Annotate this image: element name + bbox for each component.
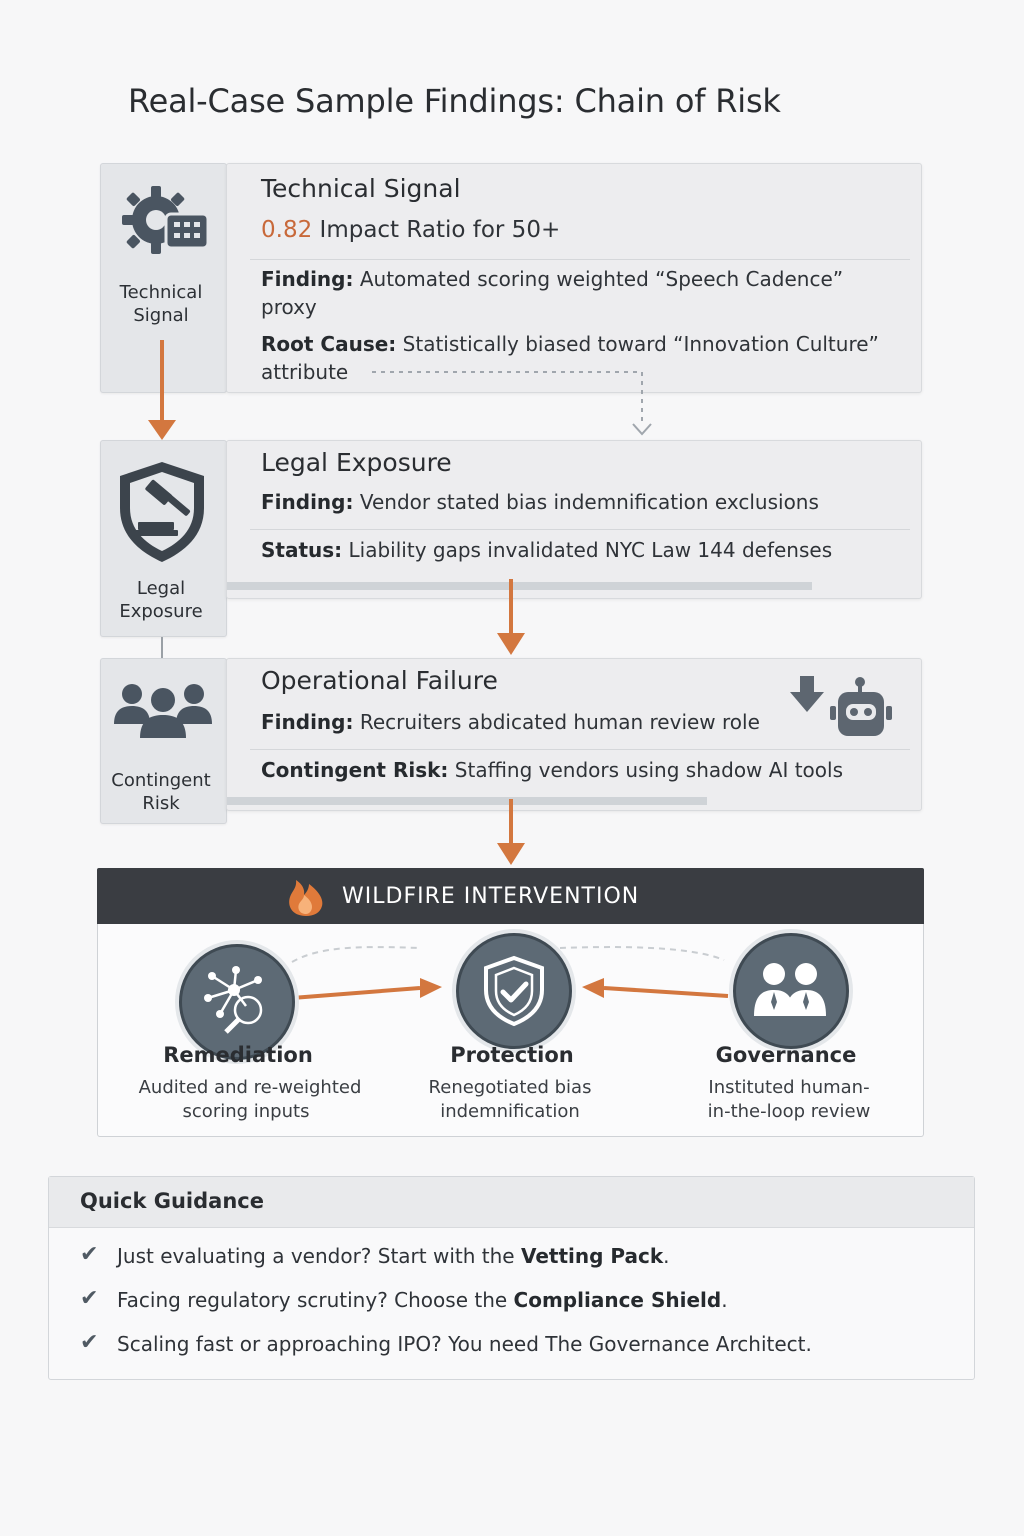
flow-connector-mid <box>0 575 1024 660</box>
contingent-side-label: Contingent Risk <box>111 770 211 814</box>
governance-title: Governance <box>715 1043 857 1067</box>
protection-desc-line2: indemnification <box>440 1101 580 1122</box>
impact-ratio-text: Impact Ratio for 50+ <box>319 217 561 243</box>
protection-desc-line1: Renegotiated bias <box>428 1077 592 1098</box>
technical-metric <box>261 217 560 243</box>
finding-label: Finding: <box>261 710 354 734</box>
governance-desc-line2: in-the-loop review <box>707 1101 871 1122</box>
status-label: Status: <box>261 538 343 562</box>
operational-heading: Operational Failure <box>261 666 498 695</box>
guidance-item <box>117 1332 812 1356</box>
guidance-item-end: . <box>721 1288 728 1312</box>
finding-label: Finding: <box>261 267 354 291</box>
quick-guidance-title: Quick Guidance <box>80 1189 264 1213</box>
shield-check-icon <box>480 954 548 1028</box>
legal-side-label: Legal Exposure <box>119 578 203 622</box>
remediation-title: Remediation <box>163 1043 313 1067</box>
technical-root-cont: attribute <box>261 360 349 384</box>
divider <box>250 259 910 260</box>
divider <box>250 749 910 750</box>
operational-finding <box>261 710 760 734</box>
flow-connectors-top <box>0 330 1024 445</box>
compliance-shield-link[interactable]: Compliance Shield <box>513 1288 722 1312</box>
remediation-desc-line2: scoring inputs <box>182 1101 310 1122</box>
legal-finding <box>261 490 819 514</box>
technical-heading: Technical Signal <box>261 174 461 203</box>
people-pair-icon <box>752 958 828 1020</box>
guidance-item-text: Just evaluating a vendor? Start with the <box>117 1244 515 1268</box>
finding-text: Vendor stated bias indemnification exclusions <box>359 490 819 514</box>
root-cause-label: Root Cause: <box>261 332 397 356</box>
page-title: Real-Case Sample Findings: Chain of Risk <box>128 82 781 120</box>
guidance-item <box>117 1288 728 1312</box>
check-icon: ✔ <box>80 1286 99 1311</box>
fire-icon <box>284 876 328 918</box>
technical-finding-cont: proxy <box>261 295 317 319</box>
check-icon: ✔ <box>80 1242 99 1267</box>
people-group-icon <box>110 680 216 742</box>
network-search-icon <box>198 962 274 1038</box>
guidance-item <box>117 1244 670 1268</box>
governance-desc-line1: Instituted human- <box>708 1077 870 1098</box>
vetting-pack-link[interactable]: Vetting Pack <box>520 1244 664 1268</box>
legal-status <box>261 538 832 562</box>
impact-ratio-value: 0.82 <box>261 217 313 243</box>
technical-finding <box>261 267 843 291</box>
gear-chip-icon <box>118 180 213 260</box>
finding-text: Recruiters abdicated human review role <box>359 710 760 734</box>
wildfire-title: WILDFIRE INTERVENTION <box>342 884 640 909</box>
check-icon: ✔ <box>80 1330 99 1355</box>
finding-text: Automated scoring weighted “Speech Cadence” <box>359 267 844 291</box>
contingent-risk-label: Contingent Risk: <box>261 758 449 782</box>
download-robot-icon <box>788 672 904 744</box>
finding-label: Finding: <box>261 490 354 514</box>
remediation-desc-line1: Audited and re-weighted <box>138 1077 362 1098</box>
guidance-item-end: . <box>663 1244 670 1268</box>
root-cause-text: Statistically biased toward “Innovation Culture” <box>402 332 879 356</box>
divider <box>250 529 910 530</box>
protection-title: Protection <box>450 1043 574 1067</box>
guidance-item-text: Facing regulatory scrutiny? Choose the <box>117 1288 508 1312</box>
flow-connector-bottom <box>0 795 1024 870</box>
contingent-risk-text: Staffing vendors using shadow AI tools <box>454 758 843 782</box>
shield-gavel-icon <box>110 456 214 566</box>
status-text: Liability gaps invalidated NYC Law 144 defenses <box>348 538 833 562</box>
legal-heading: Legal Exposure <box>261 448 452 477</box>
operational-risk <box>261 758 843 782</box>
guidance-item-text: Scaling fast or approaching IPO? You need The Governance Architect. <box>117 1332 812 1356</box>
technical-side-label: Technical Signal <box>119 282 203 326</box>
